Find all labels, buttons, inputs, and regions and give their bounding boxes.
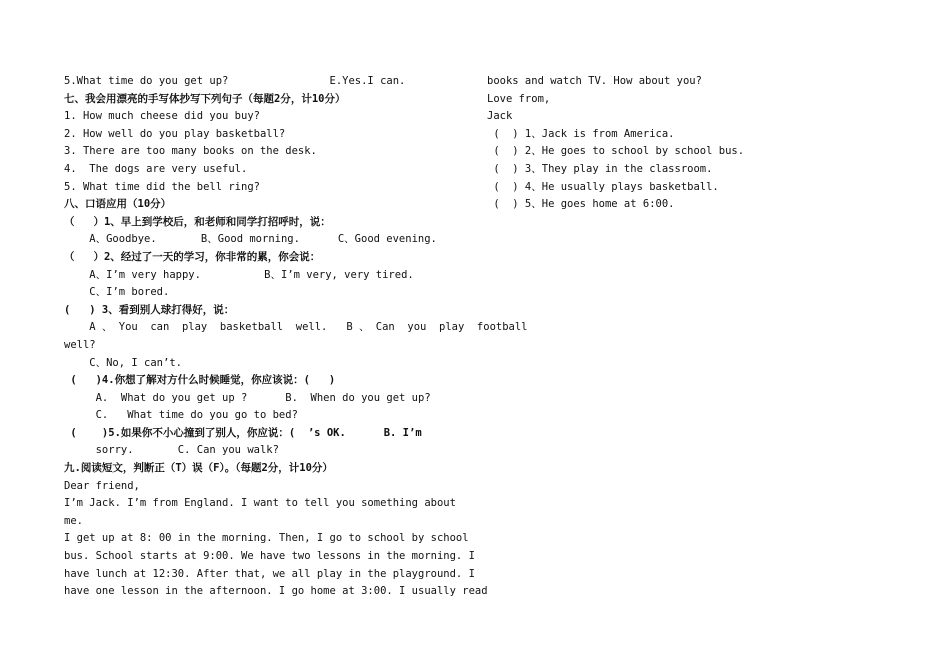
oral-question-4: ( )4.你想了解对方什么时候睡觉，你应该说：( ) (64, 374, 336, 387)
tf-question-5: ( ) 5、He goes home at 6:00. (487, 198, 675, 211)
oral-question-4-option-c: C. What time do you go to bed? (64, 409, 298, 422)
copy-sentence-1: 1. How much cheese did you buy? (64, 110, 260, 123)
oral-question-3: ( ) 3、看到别人球打得好，说： (64, 303, 235, 316)
section-9-heading: 九.阅读短文，判断正（T）误（F）。（每题2分，计10分） (64, 462, 333, 475)
letter-line-3: I get up at 8: 00 in the morning. Then, I go to school by school (64, 532, 469, 545)
letter-line-6: have one lesson in the afternoon. I go home at 3:00. I usually read (64, 585, 488, 598)
tf-question-1: ( ) 1、Jack is from America. (487, 127, 675, 140)
oral-question-3-options-cont: well? (64, 338, 96, 351)
oral-question-5: ( )5.如果你不小心撞到了别人，你应说：( ’s OK. B. I’m (64, 426, 422, 439)
letter-line-5: have lunch at 12:30. After that, we all play in the playground. I (64, 567, 475, 580)
copy-sentence-3: 3. There are too many books on the desk. (64, 145, 317, 158)
letter-line-7: books and watch TV. How about you? (487, 75, 702, 87)
oral-question-2-options-ab: A、I’m very happy. B、I’m very, very tired. (64, 268, 414, 281)
right-column (487, 73, 887, 214)
tf-question-3: ( ) 3、They play in the classroom. (487, 162, 713, 175)
oral-question-2-option-c: C、I’m bored. (64, 286, 170, 299)
copy-sentence-5: 5. What time did the bell ring? (64, 180, 260, 193)
section-8-heading: 八、口语应用（10分） (64, 198, 172, 211)
oral-question-4-options-ab: A. What do you get up ? B. When do you get up? (64, 391, 431, 404)
letter-line-1: I’m Jack. I’m from England. I want to tell you something about (64, 497, 456, 510)
letter-line-4: bus. School starts at 9:00. We have two lessons in the morning. I (64, 550, 475, 563)
matching-line-5: 5.What time do you get up? E.Yes.I can. (64, 75, 406, 87)
tf-question-4: ( ) 4、He usually plays basketball. (487, 180, 719, 193)
oral-question-1: （ ）1、早上到学校后，和老师和同学打招呼时，说： (64, 215, 331, 228)
oral-question-3-options: A 、 You can play basketball well. B 、 Can you play football (64, 321, 528, 334)
letter-closing: Love from, (487, 92, 551, 105)
section-7-heading: 七、我会用漂亮的手写体抄写下列句子（每题2分，计10分） (64, 92, 346, 105)
letter-greeting: Dear friend, (64, 479, 140, 492)
oral-question-5-options: sorry. C. Can you walk? (64, 444, 279, 457)
oral-question-3-option-c: C、No, I can’t. (64, 356, 182, 369)
tf-question-2: ( ) 2、He goes to school by school bus. (487, 145, 745, 158)
copy-sentence-4: 4. The dogs are very useful. (64, 162, 248, 175)
oral-question-2: （ ）2、经过了一天的学习，你非常的累，你会说： (64, 250, 321, 263)
letter-signature: Jack (487, 110, 513, 123)
letter-line-2: me. (64, 514, 83, 527)
copy-sentence-2: 2. How well do you play basketball? (64, 127, 286, 140)
oral-question-1-options: A、Goodbye. B、Good morning. C、Good evening. (64, 233, 437, 246)
